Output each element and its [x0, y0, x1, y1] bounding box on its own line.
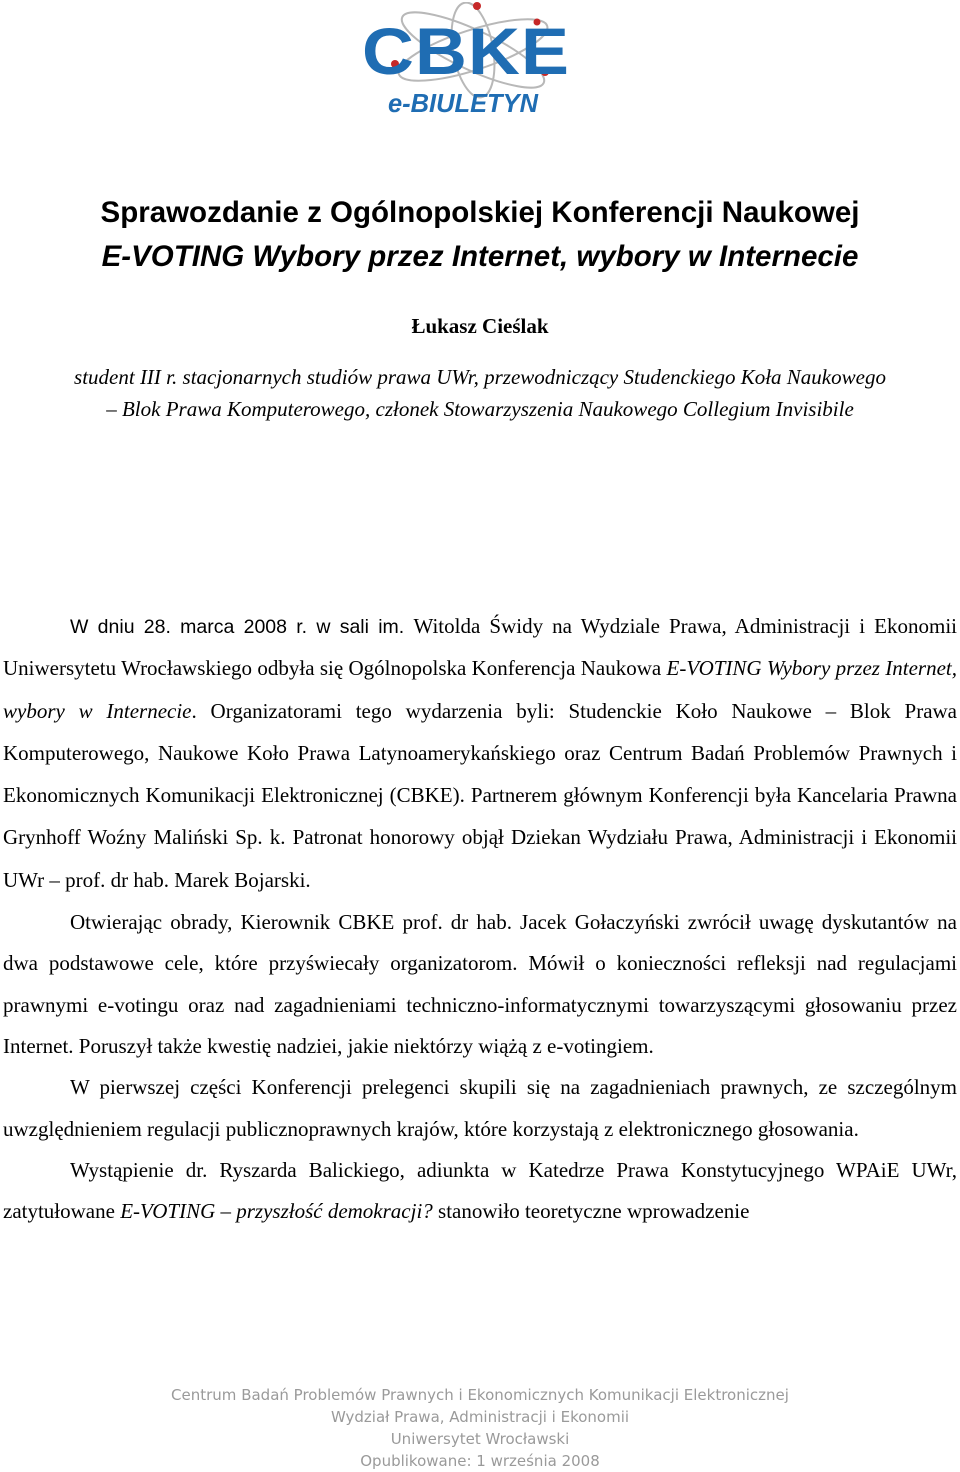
paragraph-1-date: W dniu 28. marca 2008 r. w sali im.	[70, 616, 414, 638]
author-affiliation-line1: student III r. stacjonarnych studiów prawa UWr, przewodniczący Studenckiego Koła Naukowego	[74, 365, 886, 389]
paragraph-3: W pierwszej części Konferencji prelegenci skupili się na zagadnieniach prawnych, ze szczególnym uwzględnieniem regulacji publicznoprawnych krajów, które korzystają z elektronicznego głosowania.	[3, 1075, 957, 1141]
footer-faculty: Wydział Prawa, Administracji i Ekonomii	[330, 1408, 630, 1426]
lecture-title-italic: E-VOTING – przyszłość demokracji?	[120, 1199, 433, 1224]
logo-wordmark: CBKE	[362, 14, 570, 88]
paragraph-4-text-cont: stanowiło teoretyczne wprowadzenie	[432, 1199, 750, 1224]
paragraph-1-text-cont: . Organizatorami tego wydarzenia byli: Studenckie Koło Naukowe – Blok Prawa Komputerowego, Naukowe Koło Prawa Latynoamerykańskiego oraz Centrum Badań Problemów Prawnych i Ekonomicznych Komunikacji Elektronicznej (CBKE). Partnerem głównym Konferencji była Kancelaria Prawna Grynhoff Woźny Maliński Sp. k. Patronat honorowy objął Dziekan Wydziału Prawa, Administracji i Ekonomii UWr – prof. dr hab. Marek Bojarski.	[3, 698, 957, 892]
logo-subtitle: e-BIULETYN	[388, 88, 540, 118]
conference-name-italic: E-VOTING Wybory przez Internet, wybory w Internecie	[3, 656, 957, 723]
paragraph-1	[3, 606, 957, 902]
conference-title: E-VOTING Wybory przez Internet, wybory w Internecie	[101, 240, 859, 273]
paragraph-2: Otwierając obrady, Kierownik CBKE prof. dr hab. Jacek Gołaczyński zwrócił uwagę dyskutantów na dwa podstawowe cele, które przyświecały organizatorom. Mówił o konieczności refleksji nad regulacjami prawnymi e-votingu oraz nad zagadnieniami techniczno-informatycznymi towarzyszącymi głosowaniu przez Internet. Poruszył także kwestię nadziei, jakie niektórzy wiążą z e-votingiem.	[3, 910, 957, 1058]
paragraph-4	[3, 1150, 957, 1233]
document-title: Sprawozdanie z Ogólnopolskiej Konferencji Naukowej	[100, 196, 860, 229]
paragraph-1-text: Witolda Świdy na Wydziale Prawa, Administracji i Ekonomii Uniwersytetu Wrocławskiego odbyła się Ogólnopolska Konferencja Naukowa	[3, 614, 957, 681]
article-body	[3, 606, 957, 1232]
footer-center-name: Centrum Badań Problemów Prawnych i Ekonomicznych Komunikacji Elektronicznej	[171, 1386, 789, 1404]
cbke-logo	[355, 2, 577, 120]
author-name: Łukasz Cieślak	[411, 314, 549, 338]
footer-university: Uniwersytet Wrocławski	[390, 1430, 570, 1448]
atom-logo-icon	[355, 2, 577, 120]
author-affiliation-line2: – Blok Prawa Komputerowego, członek Stowarzyszenia Naukowego Collegium Invisibile	[106, 397, 854, 421]
paragraph-4-text: Wystąpienie dr. Ryszarda Balickiego, adiunkta w Katedrze Prawa Konstytucyjnego WPAiE UWr, zatytułowane	[3, 1157, 957, 1224]
footer-publication-date: Opublikowane: 1 września 2008	[360, 1452, 600, 1470]
